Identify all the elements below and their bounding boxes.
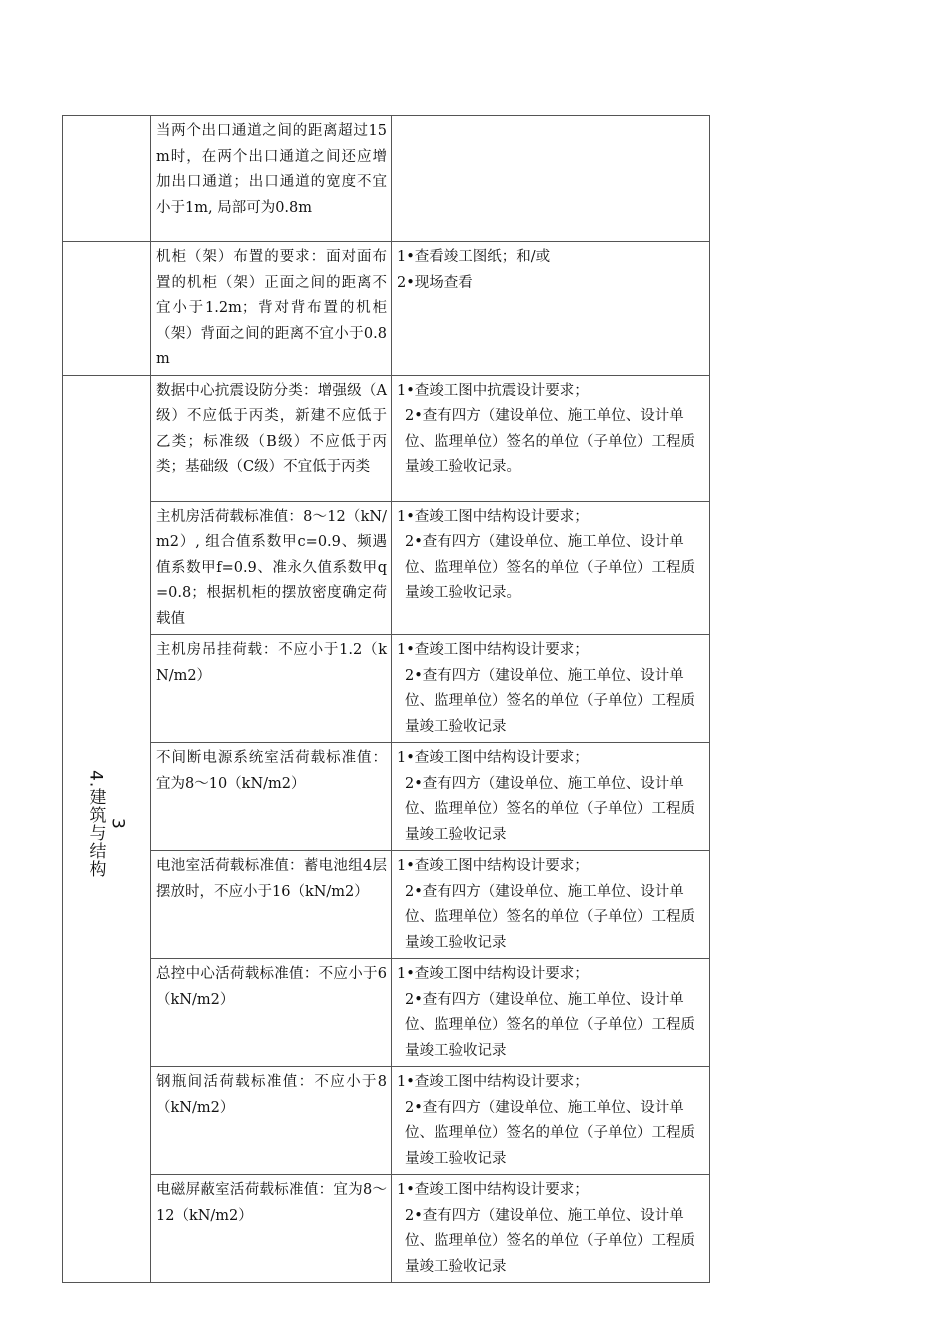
requirement-cell: 当两个出口通道之间的距离超过15m时，在两个出口通道之间还应增加出口通道；出口通道的宽度不宜小于1m, 局部可为0.8m <box>151 116 392 242</box>
method-line: 2•查有四方（建设单位、施工单位、设计单位、监理单位）签名的单位（子单位）工程质量竣工验收记录 <box>405 667 695 735</box>
category-number: 3 <box>107 818 128 830</box>
method-line: 2•查有四方（建设单位、施工单位、设计单位、监理单位）签名的单位（子单位）工程质量竣工验收记录 <box>405 1099 695 1167</box>
method-cell <box>392 959 710 1067</box>
method-line: 1•查竣工图中结构设计要求； <box>397 508 589 525</box>
method-line: 1•查看竣工图纸；和/或 <box>397 249 551 265</box>
requirement-cell: 钢瓶间活荷载标准值：不应小于8（kN/m2） <box>151 1067 392 1175</box>
table-row <box>63 635 710 743</box>
table-row <box>63 242 710 376</box>
method-line: 1•查竣工图中抗震设计要求； <box>397 382 589 399</box>
table-row <box>63 501 710 635</box>
requirement-cell: 电磁屏蔽室活荷载标准值：宜为8〜12（kN/m2） <box>151 1175 392 1283</box>
method-cell <box>392 851 710 959</box>
method-cell <box>392 635 710 743</box>
category-cell <box>63 375 151 1283</box>
category-title: 4.建筑与结构 <box>85 769 106 879</box>
table-row <box>63 116 710 242</box>
category-cell-empty <box>63 242 151 376</box>
table-row <box>63 851 710 959</box>
method-line: 2•查有四方（建设单位、施工单位、设计单位、监理单位）签名的单位（子单位）工程质量竣工验收记录 <box>405 775 695 843</box>
requirement-cell: 数据中心抗震设防分类：增强级（A级）不应低于丙类，新建不应低于乙类；标准级（B级）不应低于丙类；基础级（C级）不宜低于丙类 <box>151 375 392 501</box>
method-line: 1•查竣工图中结构设计要求； <box>397 1074 589 1090</box>
table-row <box>63 375 710 501</box>
category-cell-empty <box>63 116 151 242</box>
method-line: 2•查有四方（建设单位、施工单位、设计单位、监理单位）签名的单位（子单位）工程质量竣工验收记录 <box>405 1207 695 1275</box>
method-cell <box>392 743 710 851</box>
inspection-table <box>62 115 710 1283</box>
method-cell <box>392 501 710 635</box>
table-row <box>63 959 710 1067</box>
method-line: 2•查有四方（建设单位、施工单位、设计单位、监理单位）签名的单位（子单位）工程质量竣工验收记录。 <box>405 534 695 601</box>
table-row <box>63 1175 710 1283</box>
method-cell <box>392 116 710 242</box>
method-line: 2•查有四方（建设单位、施工单位、设计单位、监理单位）签名的单位（子单位）工程质量竣工验收记录 <box>405 883 695 951</box>
requirement-cell: 不间断电源系统室活荷载标准值：宜为8〜10（kN/m2） <box>151 743 392 851</box>
requirement-cell: 机柜（架）布置的要求：面对面布置的机柜（架）正面之间的距离不宜小于1.2m；背对背布置的机柜（架）背面之间的距离不宜小于0.8m <box>151 242 392 376</box>
method-cell <box>392 242 710 376</box>
method-line: 1•查竣工图中结构设计要求； <box>397 966 589 982</box>
requirement-cell: 总控中心活荷载标准值：不应小于6（kN/m2） <box>151 959 392 1067</box>
requirement-cell: 电池室活荷载标准值：蓄电池组4层摆放时，不应小于16（kN/m2） <box>151 851 392 959</box>
method-cell <box>392 375 710 501</box>
method-line: 2•现场查看 <box>397 274 473 291</box>
method-line: 2•查有四方（建设单位、施工单位、设计单位、监理单位）签名的单位（子单位）工程质量竣工验收记录。 <box>405 408 695 475</box>
table-row <box>63 1067 710 1175</box>
category-label <box>85 770 129 878</box>
requirement-cell: 主机房活荷载标准值：8〜12（kN/m2）, 组合值系数甲c=0.9、频遇值系数甲f=0.9、准永久值系数甲q=0.8；根据机柜的摆放密度确定荷载值 <box>151 501 392 635</box>
method-line: 1•查竣工图中结构设计要求； <box>397 858 589 874</box>
method-line: 1•查竣工图中结构设计要求； <box>397 750 589 766</box>
requirement-cell: 主机房吊挂荷载：不应小于1.2（kN/m2） <box>151 635 392 743</box>
table-row <box>63 743 710 851</box>
method-cell <box>392 1067 710 1175</box>
method-line: 1•查竣工图中结构设计要求； <box>397 1182 589 1198</box>
method-line: 2•查有四方（建设单位、施工单位、设计单位、监理单位）签名的单位（子单位）工程质量竣工验收记录 <box>405 991 695 1059</box>
method-line: 1•查竣工图中结构设计要求； <box>397 642 589 658</box>
method-cell <box>392 1175 710 1283</box>
